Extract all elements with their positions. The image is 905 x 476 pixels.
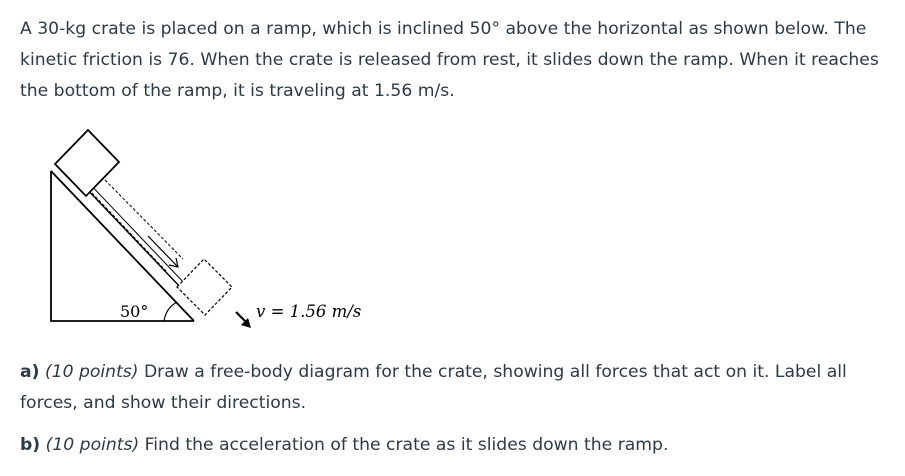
problem-statement: A 30-kg crate is placed on a ramp, which is inclined 50° above the horizontal as shown below. The kinetic friction is 76. When the crate is released from rest, it slides down the ramp. When it reaches the bottom of the ramp, it is traveling at 1.56 m/s. [20, 19, 879, 101]
angle-arc [164, 302, 177, 321]
question-a-label: a) [20, 362, 40, 382]
ramp-diagram-svg [40, 124, 400, 330]
question-b-label: b) [20, 435, 41, 455]
motion-arrow [148, 236, 177, 266]
question-b [20, 430, 895, 461]
angle-label: 50° [120, 302, 149, 321]
velocity-label: v = 1.56 m/s [256, 302, 362, 321]
question-a-text: Draw a free-body diagram for the crate, showing all forces that act on it. Label all forces, and show their directions. [20, 362, 847, 413]
question-b-text: Find the acceleration of the crate as it slides down the ramp. [139, 435, 669, 455]
question-a [20, 357, 895, 419]
crate-bottom [177, 259, 232, 315]
ramp-hypotenuse [51, 171, 194, 321]
ramp-diagram [40, 124, 400, 330]
question-b-points: (10 points) [45, 435, 140, 455]
question-a-points: (10 points) [44, 362, 139, 382]
